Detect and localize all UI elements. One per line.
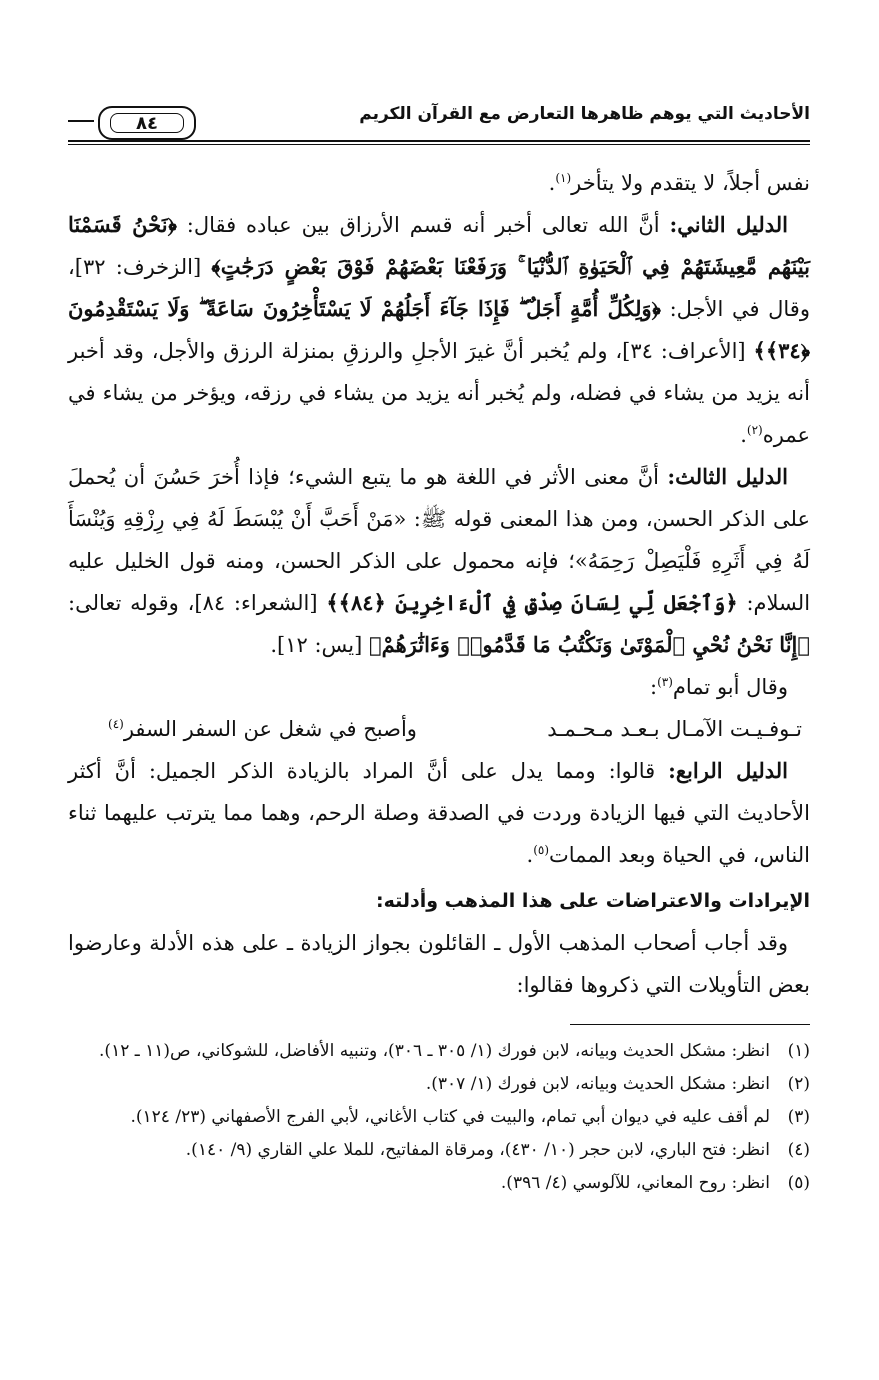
header-rule-thin <box>68 144 810 145</box>
paragraph-poet: وقال أبو تمام$^{(٣)}$: <box>649 675 788 699</box>
running-header <box>68 92 810 148</box>
footnote-text: انظر: مشكل الحديث وبيانه، لابن فورك (١/ ٣٠٧). <box>425 1074 770 1094</box>
paragraph-fourth-proof: الدليل الرابع: قالوا: ومما يدل على أنَّ المراد بالزيادة الذكر الجميل: أنَّ أكثر الأحاديث التي فيها الزيادة وردت في الصدقة وصلة الرحم، وهما مما يترتب عليهما ثناء الناس، في الحياة وبعد الممات$^{(٥)}$. <box>68 758 810 867</box>
verse-first-hemistich: تـوفـيـت الآمـال بـعـد مـحـمـد <box>547 717 802 741</box>
section-heading: الإيرادات والاعتراضات على هذا المذهب وأدلته: <box>375 890 810 912</box>
quran-verse: ﴿وَٱجْعَل لِّي لِسَانَ صِدْقٍ فِي ٱلْءَاخِرِينَ ﴿٨٤﴾﴾ <box>326 590 738 615</box>
proof-heading: الدليل الرابع: <box>668 758 789 783</box>
footnote-text: لم أقف عليه في ديوان أبي تمام، والبيت في كتاب الأغاني، لأبي الفرج الأصفهاني (٢٣/ ١٢٤). <box>130 1107 770 1127</box>
footnote-ref: (٤) <box>108 717 124 731</box>
footnote-text: انظر: مشكل الحديث وبيانه، لابن فورك (١/ ٣٠٥ ـ ٣٠٦)، وتنبيه الأفاضل، للشوكاني، ص(١١ ـ ١٢). <box>99 1041 770 1061</box>
proof-heading: الدليل الثالث: <box>667 464 788 489</box>
page-number: ٨٤ <box>110 113 184 133</box>
footnote-ref: (٥) <box>533 843 550 857</box>
footnotes <box>68 1035 810 1200</box>
running-title: الأحاديث التي يوهم ظاهرها التعارض مع القرآن الكريم <box>359 104 810 124</box>
footnote-separator <box>570 1024 810 1025</box>
main-text <box>68 162 810 1006</box>
paragraph-continuation: نفس أجلاً، لا يتقدم ولا يتأخر$^{(١)}$. <box>548 171 810 195</box>
paragraph-second-proof: الدليل الثاني: أنَّ الله تعالى أخبر أنه قسم الأرزاق بين عباده فقال: ﴿نَحْنُ قَسَمْنَا بَيْنَهُم مَّعِيشَتَهُمْ فِي ٱلْحَيَوٰةِ ٱلدُّنْيَا ۚ وَرَفَعْنَا بَعْضَهُمْ فَوْقَ بَعْضٍ دَرَجَٰتٍ﴾ [الزخرف: ٣٢]، وقال في الأجل: ﴿وَلِكُلِّ أُمَّةٍ أَجَلٌ ۖ فَإِذَا جَآءَ أَجَلُهُمْ لَا يَسْتَأْخِرُونَ سَاعَةً ۖ وَلَا يَسْتَقْدِمُونَ ﴿٣٤﴾﴾ [الأعراف: ٣٤]، ولم يُخبر أنَّ غيرَ الأجلِ والرزقِ بمنزلة الرزق والأجل، وقد أخبر أنه يزيد من يشاء في فضله، ولم يُخبر أنه يزيد من يشاء في رزقه، ويؤخر من يشاء في عمره$^{(٢)}$. <box>68 212 810 447</box>
quran-verse: ﴿نَحْنُ قَسَمْنَا بَيْنَهُم مَّعِيشَتَهُمْ فِي ٱلْحَيَوٰةِ ٱلدُّنْيَا ۚ وَرَفَعْنَا بَعْضَهُمْ فَوْقَ بَعْضٍ دَرَجَٰتٍ﴾ <box>68 212 810 279</box>
footnote-ref: (٣) <box>657 675 673 689</box>
footnote-number: (٣) <box>787 1107 810 1127</box>
paragraph-third-proof: الدليل الثالث: أنَّ معنى الأثر في اللغة هو ما يتبع الشيء؛ فإذا أُخرَ حَسُنَ أن يُحملَ على الذكر الحسن، ومن هذا المعنى قوله ﷺ: «مَنْ أَحَبَّ أَنْ يُبْسَطَ لَهُ فِي رِزْقِهِ وَيُنْسَأَ لَهُ فِي أَثَرِهِ فَلْيَصِلْ رَحِمَهُ»؛ فإنه محمول على الذكر الحسن، ومنه قول الخليل عليه السلام: ﴿وَٱجْعَل لِّي لِسَانَ صِدْقٍ فِي ٱلْءَاخِرِينَ ﴿٨٤﴾﴾ [الشعراء: ٨٤]، وقوله تعالى: ﴿إِنَّا نَحْنُ نُحْيِ ٱلْمَوْتَىٰ وَنَكْتُبُ مَا قَدَّمُوا۟ وَءَاثَٰرَهُمْ﴾ [يس: ١٢]. <box>68 464 811 657</box>
book-page <box>68 92 810 1200</box>
footnote-text: انظر: فتح الباري، لابن حجر (١٠/ ٤٣٠)، ومرقاة المفاتيح، للملا علي القاري (٩/ ١٤٠). <box>185 1140 770 1160</box>
proof-heading: الدليل الثاني: <box>669 212 788 237</box>
footnote-number: (١) <box>787 1041 810 1061</box>
footnote <box>68 1068 810 1101</box>
footnote <box>68 1035 810 1068</box>
verse-second-hemistich: وأصبح في شغل عن السفر السفر$^{(٤)}$ <box>108 717 417 741</box>
paragraph-responses: وقد أجاب أصحاب المذهب الأول ـ القائلون بجواز الزيادة ـ على هذه الأدلة وعارضوا بعض التأويلات التي ذكروها فقالوا: <box>68 931 810 997</box>
footnote <box>68 1101 810 1134</box>
header-ornament <box>68 120 94 122</box>
header-rule <box>68 140 810 142</box>
quran-verse: ﴿إِنَّا نَحْنُ نُحْيِ ٱلْمَوْتَىٰ وَنَكْتُبُ مَا قَدَّمُوا۟ وَءَاثَٰرَهُمْ﴾ <box>369 632 810 657</box>
footnote <box>68 1167 810 1200</box>
page-number-frame <box>98 106 196 140</box>
hadith-text: «مَنْ أَحَبَّ أَنْ يُبْسَطَ لَهُ فِي رِزْقِهِ وَيُنْسَأَ لَهُ فِي أَثَرِهِ فَلْيَصِلْ رَحِمَهُ» <box>68 507 810 573</box>
footnote-text: انظر: روح المعاني، للآلوسي (٤/ ٣٩٦). <box>500 1173 770 1193</box>
footnote-ref: (١) <box>555 171 572 185</box>
footnote-number: (٥) <box>787 1173 810 1193</box>
footnote-number: (٢) <box>787 1074 810 1094</box>
footnote-number: (٤) <box>787 1140 810 1160</box>
quran-verse: ﴿وَلِكُلِّ أُمَّةٍ أَجَلٌ ۖ فَإِذَا جَآءَ أَجَلُهُمْ لَا يَسْتَأْخِرُونَ سَاعَةً ۖ وَلَا يَسْتَقْدِمُونَ ﴿٣٤﴾﴾ <box>68 296 810 363</box>
footnote <box>68 1134 810 1167</box>
poetry-verse <box>68 708 810 750</box>
footnote-ref: (٢) <box>746 423 763 437</box>
